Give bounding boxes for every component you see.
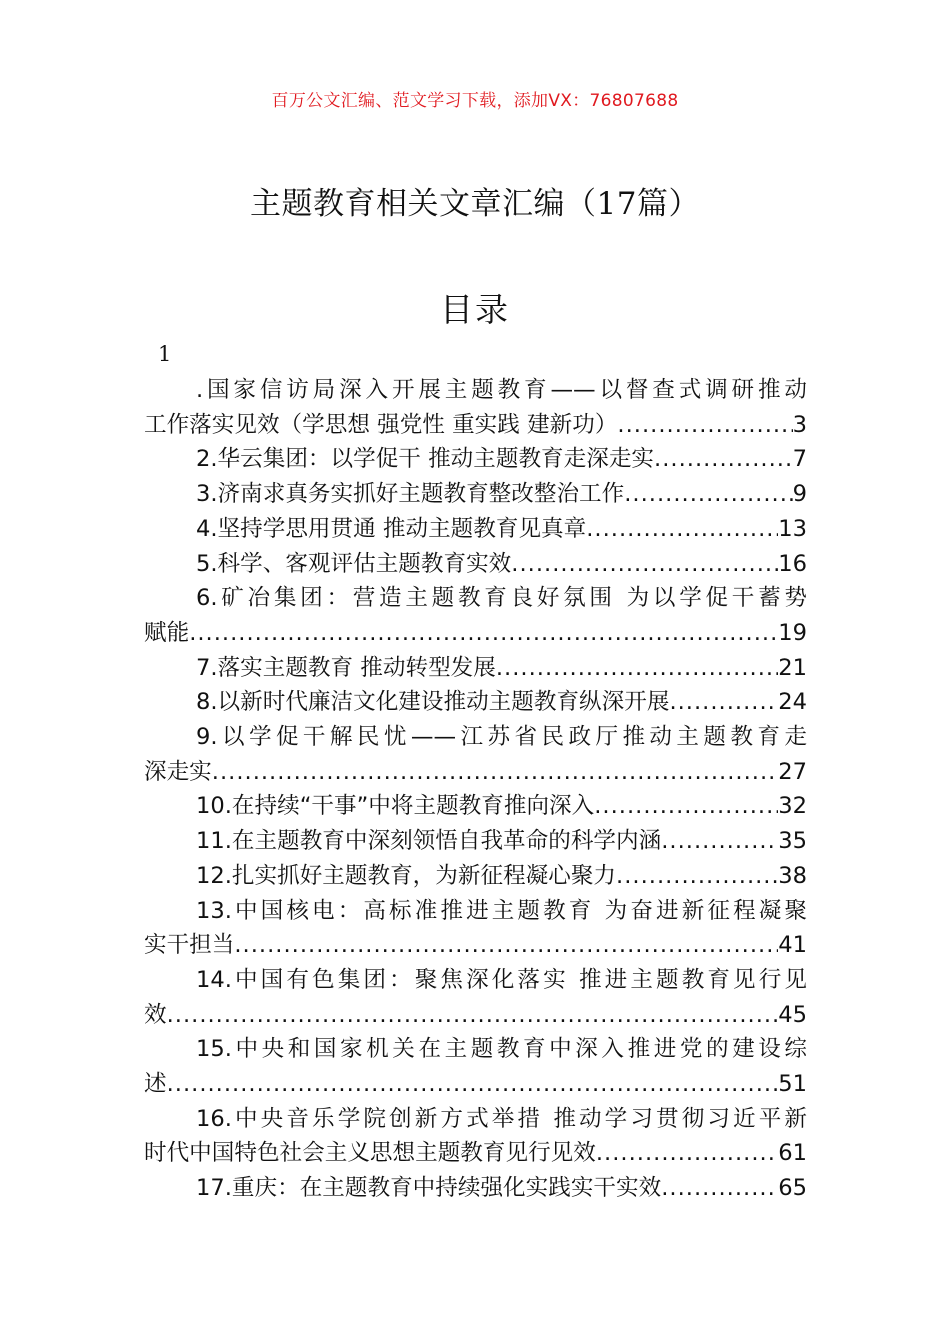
toc-entry-title: 5.科学、客观评估主题教育实效 xyxy=(196,550,512,577)
toc-entry[interactable] xyxy=(144,789,807,824)
toc-entry[interactable] xyxy=(144,547,807,582)
toc-dot-leader xyxy=(654,442,793,477)
toc-entry-line xyxy=(144,789,807,824)
toc-entry[interactable] xyxy=(144,373,807,442)
toc-entry[interactable] xyxy=(144,824,807,859)
toc-entry-line xyxy=(144,477,807,512)
toc-entry-line xyxy=(144,1136,807,1171)
toc-dot-leader xyxy=(511,547,778,582)
toc-entry-title: 实干担当 xyxy=(144,932,235,959)
toc-page-number: 32 xyxy=(778,793,807,820)
toc-entry-title: 述 xyxy=(144,1071,167,1098)
toc-dot-leader xyxy=(234,928,778,963)
toc-entry[interactable] xyxy=(144,1032,807,1101)
toc-page-number: 41 xyxy=(778,932,807,959)
toc-entry-line xyxy=(144,547,807,582)
toc-dot-leader xyxy=(586,512,778,547)
toc-entry[interactable] xyxy=(144,512,807,547)
toc-dot-leader xyxy=(661,824,778,859)
toc-entry-title: 15.中央和国家机关在主题教育中深入推进党的建设综 xyxy=(196,1036,807,1063)
title-count: 17 xyxy=(596,186,637,222)
toc-page-number: 13 xyxy=(778,515,807,542)
toc-entry[interactable] xyxy=(144,581,807,650)
toc-entry-line xyxy=(144,616,807,651)
toc-entry-title: 8.以新时代廉洁文化建设推动主题教育纵深开展 xyxy=(196,689,670,716)
toc-dot-leader xyxy=(594,789,778,824)
toc-page-number: 35 xyxy=(778,828,807,855)
toc-entry-title: 10.在持续“干事”中将主题教育推向深入 xyxy=(196,793,595,820)
header-promo-note: 百万公文汇编、范文学习下载，添加VX：76807688 xyxy=(271,91,679,111)
toc-page-number: 7 xyxy=(792,446,807,473)
toc-heading: 目录 xyxy=(440,290,510,329)
toc-entry[interactable] xyxy=(144,477,807,512)
toc-entry-title: 2.华云集团：以学促干 推动主题教育走深走实 xyxy=(196,446,655,473)
toc-entry-line xyxy=(144,824,807,859)
toc-page-number: 3 xyxy=(792,411,807,438)
toc-page-number: 16 xyxy=(778,550,807,577)
toc-entry-line xyxy=(144,408,807,443)
toc-entry-title: 3.济南求真务实抓好主题教育整改整治工作 xyxy=(196,481,625,508)
document-title xyxy=(0,178,950,223)
toc-entry-line xyxy=(144,963,807,998)
toc-dot-leader xyxy=(212,755,778,790)
toc-entry[interactable] xyxy=(144,442,807,477)
toc-entry-line xyxy=(144,685,807,720)
toc-entry[interactable] xyxy=(144,859,807,894)
title-suffix: 篇） xyxy=(636,186,700,222)
toc-entry-line xyxy=(144,1171,807,1206)
toc-page-number: 19 xyxy=(778,619,807,646)
toc-entry-title: 12.扎实抓好主题教育，为新征程凝心聚力 xyxy=(196,862,617,889)
toc-dot-leader xyxy=(617,408,792,443)
toc-entry-title: 6.矿冶集团：营造主题教育良好氛围 为以学促干蓄势 xyxy=(196,585,807,612)
toc-entry[interactable] xyxy=(144,720,807,789)
toc-entry-title: 7.落实主题教育 推动转型发展 xyxy=(196,654,496,681)
toc-entry-line xyxy=(144,720,807,755)
toc-page-number: 45 xyxy=(778,1001,807,1028)
toc-dot-leader xyxy=(596,1136,778,1171)
toc-entry-line xyxy=(144,581,807,616)
toc-entry[interactable] xyxy=(144,1171,807,1206)
toc-page-number: 51 xyxy=(778,1071,807,1098)
toc-page-number: 38 xyxy=(778,862,807,889)
toc-entry-title: 4.坚持学思用贯通 推动主题教育见真章 xyxy=(196,515,587,542)
toc-entry-line xyxy=(144,859,807,894)
toc-entry-line xyxy=(144,894,807,929)
toc-entry-title: 工作落实见效（学思想 强党性 重实践 建新功） xyxy=(144,411,618,438)
toc-entry-line xyxy=(144,512,807,547)
toc-page-number: 21 xyxy=(778,654,807,681)
toc-entry-line xyxy=(144,373,807,408)
toc-entry[interactable] xyxy=(144,894,807,963)
toc-entry-line xyxy=(144,755,807,790)
toc-dot-leader xyxy=(669,685,778,720)
table-of-contents xyxy=(144,373,807,1206)
toc-entry-line xyxy=(144,442,807,477)
toc-entry-title: 赋能 xyxy=(144,619,190,646)
toc-page-number: 24 xyxy=(778,689,807,716)
toc-entry-title: 9.以学促干解民忧——江苏省民政厅推动主题教育走 xyxy=(196,724,807,751)
toc-entry-title: 11.在主题教育中深刻领悟自我革命的科学内涵 xyxy=(196,828,662,855)
toc-entry[interactable] xyxy=(144,963,807,1032)
toc-page-number: 27 xyxy=(778,758,807,785)
toc-dot-leader xyxy=(616,859,778,894)
toc-dot-leader xyxy=(189,616,778,651)
toc-entry-title: 14.中国有色集团：聚焦深化落实 推进主题教育见行见 xyxy=(196,966,807,993)
toc-entry[interactable] xyxy=(144,685,807,720)
toc-entry-title: 效 xyxy=(144,1001,167,1028)
toc-dot-leader xyxy=(661,1171,778,1206)
toc-dot-leader xyxy=(167,998,779,1033)
toc-entry-title: 16.中央音乐学院创新方式举措 推动学习贯彻习近平新 xyxy=(196,1105,807,1132)
toc-dot-leader xyxy=(167,1067,779,1102)
toc-entry-title: 时代中国特色社会主义思想主题教育见行见效 xyxy=(144,1140,596,1167)
toc-page-number: 61 xyxy=(778,1140,807,1167)
toc-entry-title: .国家信访局深入开展主题教育——以督查式调研推动 xyxy=(196,377,807,403)
toc-entry-title: 17.重庆：在主题教育中持续强化实践实干实效 xyxy=(196,1175,662,1202)
toc-entry[interactable] xyxy=(144,651,807,686)
toc-entry-title: 13.中国核电：高标准推进主题教育 为奋进新征程凝聚 xyxy=(196,897,807,924)
toc-entry-line xyxy=(144,651,807,686)
toc-entry-title: 深走实 xyxy=(144,758,212,785)
toc-dot-leader xyxy=(496,651,778,686)
title-prefix: 主题教育相关文章汇编（ xyxy=(250,186,597,222)
toc-entry-line xyxy=(144,1102,807,1137)
toc-entry-line xyxy=(144,1032,807,1067)
toc-entry-line xyxy=(144,998,807,1033)
toc-entry[interactable] xyxy=(144,1102,807,1171)
toc-entry-line xyxy=(144,1067,807,1102)
toc-entry-line xyxy=(144,928,807,963)
toc-list-marker: 1 xyxy=(158,342,172,366)
toc-page-number: 9 xyxy=(792,481,807,508)
toc-dot-leader xyxy=(624,477,792,512)
toc-page-number: 65 xyxy=(778,1175,807,1202)
